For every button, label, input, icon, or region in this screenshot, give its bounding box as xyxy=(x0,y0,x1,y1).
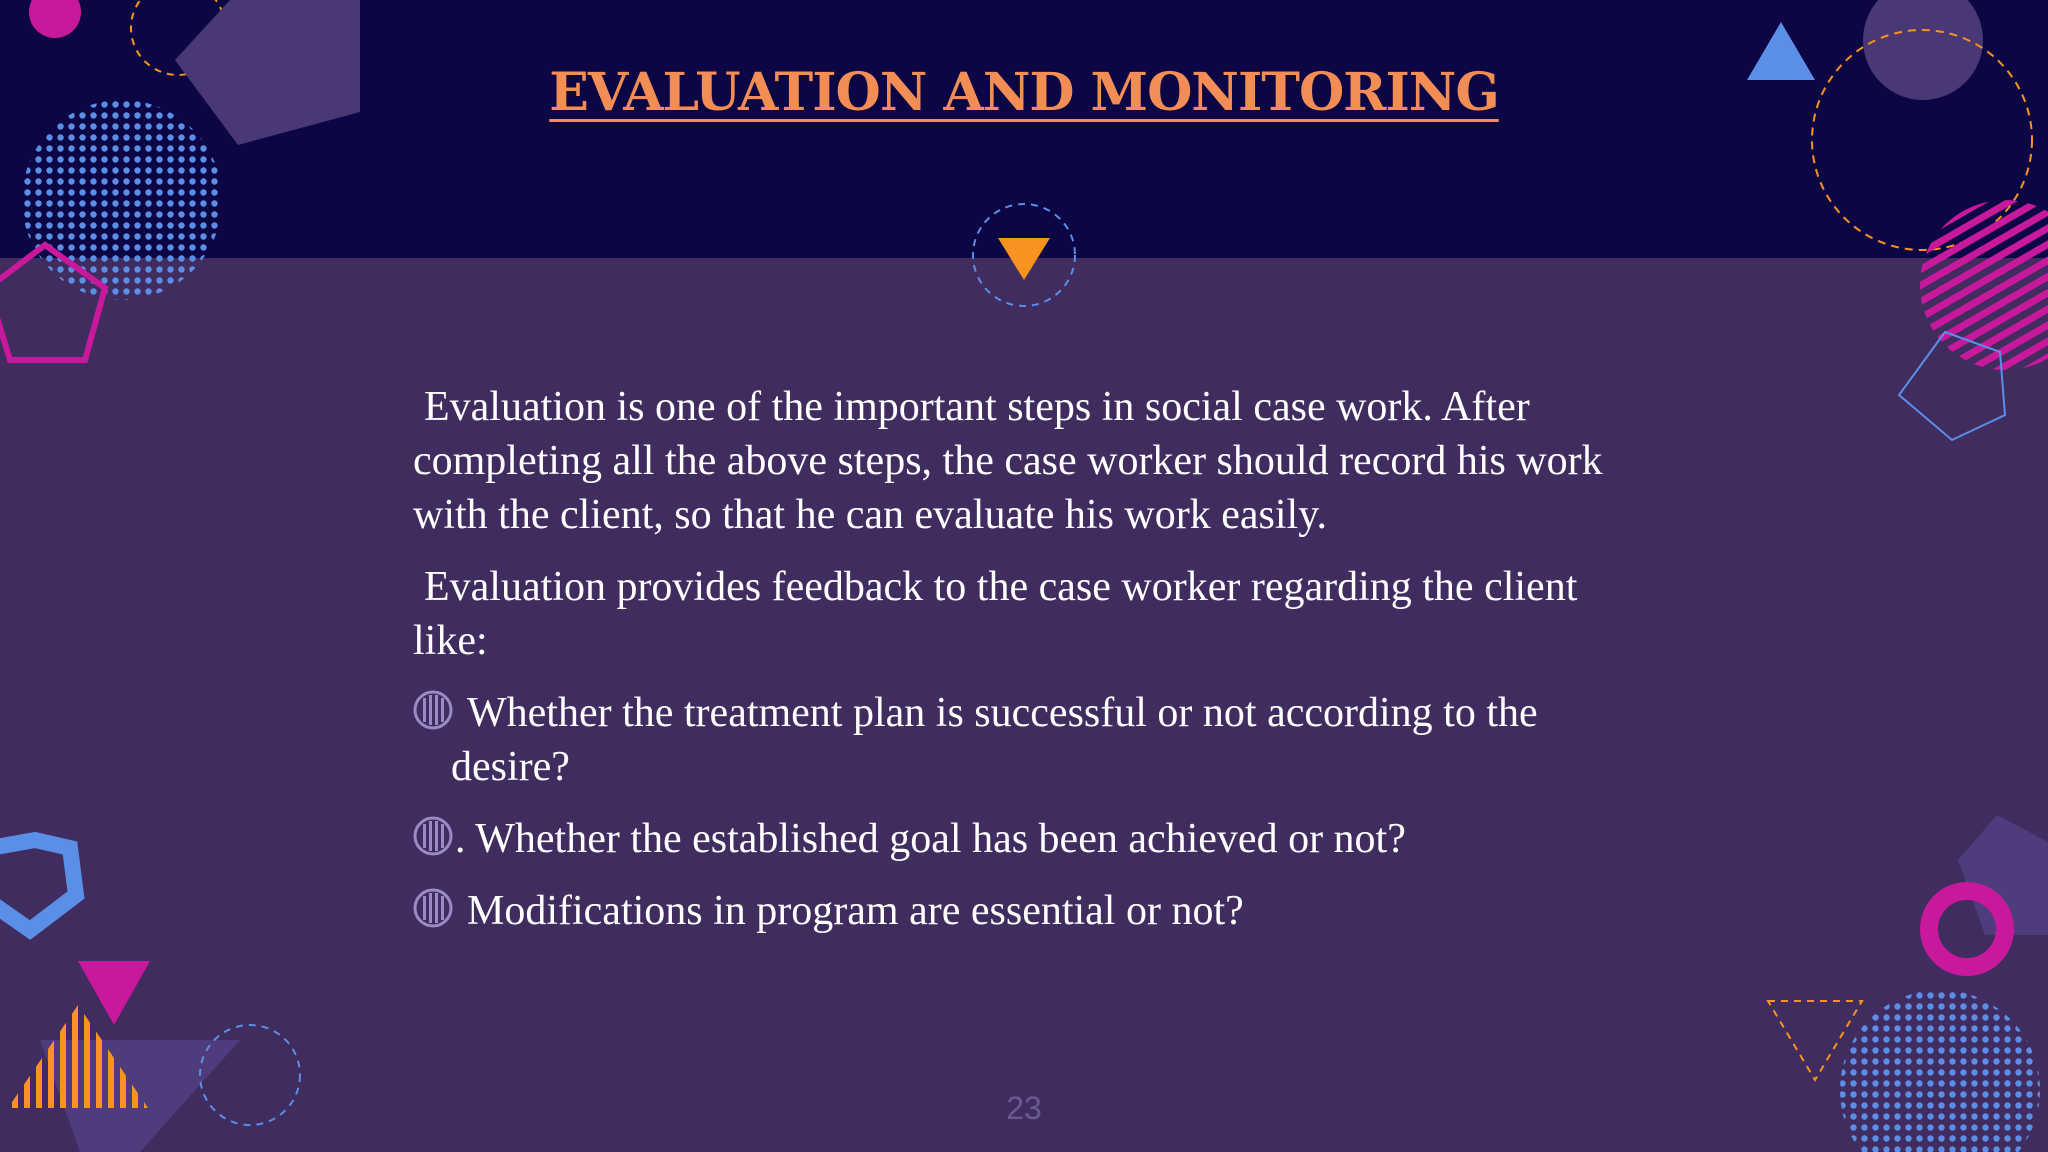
paragraph: Evaluation provides feedback to the case worker regarding the client like: xyxy=(413,564,1578,664)
bullet-item xyxy=(413,686,1653,794)
striped-circle-bullet-icon xyxy=(413,690,453,730)
striped-circle-bullet-icon xyxy=(413,816,453,856)
down-triangle-icon xyxy=(998,238,1050,280)
bullet-text: Modifications in program are essential or not? xyxy=(467,888,1244,934)
dotted-circle-shape xyxy=(1840,990,2040,1152)
slide-body xyxy=(413,380,1653,956)
paragraph: Evaluation is one of the important steps in social case work. After completing all the above steps, the case worker should record his work with the client, so that he can evaluate his work easily. xyxy=(413,384,1603,538)
bullet-text: . Whether the established goal has been achieved or not? xyxy=(455,816,1406,862)
dotted-circle-shape xyxy=(22,100,222,300)
magenta-dot-shape xyxy=(29,0,81,38)
bullet-item xyxy=(413,884,1653,938)
slide-title: EVALUATION AND MONITORING xyxy=(549,62,1499,123)
page-number: 23 xyxy=(1006,1090,1042,1126)
striped-circle-shape xyxy=(1920,200,2048,370)
blue-pentagon-shape xyxy=(0,840,76,930)
magenta-triangle-shape xyxy=(78,961,150,1025)
bullet-text: Whether the treatment plan is successful or not according to the desire? xyxy=(451,690,1538,790)
striped-circle-bullet-icon xyxy=(413,888,453,928)
bullet-item xyxy=(413,812,1653,866)
